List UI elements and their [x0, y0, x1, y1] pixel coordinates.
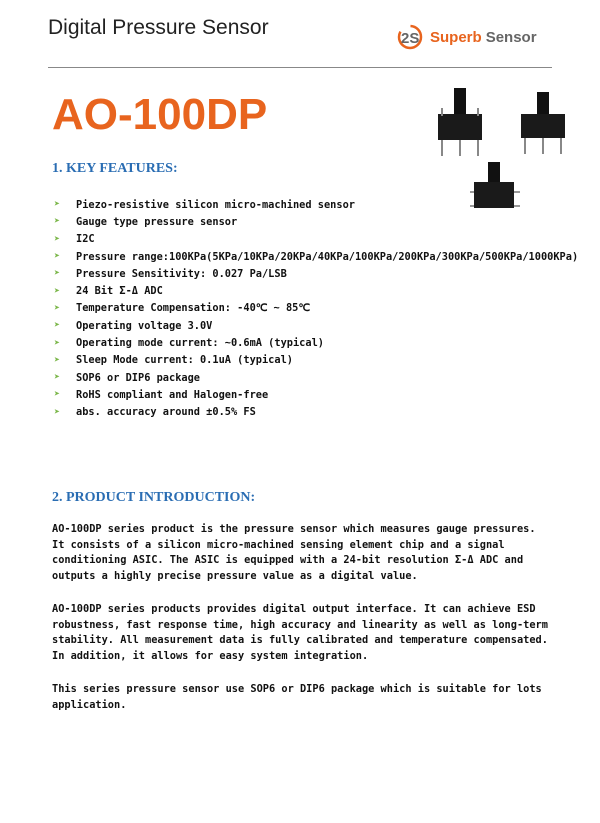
feature-item — [54, 213, 578, 230]
feature-item — [54, 386, 578, 403]
feature-item — [54, 300, 578, 317]
arrow-bullet-icon: ➤ — [54, 302, 61, 314]
feature-text: RoHS compliant and Halogen-free — [76, 388, 269, 401]
svg-text:2S: 2S — [401, 30, 420, 47]
arrow-bullet-icon: ➤ — [54, 354, 61, 366]
feature-item — [54, 282, 578, 299]
logo-2s-icon — [396, 24, 426, 50]
feature-text: 24 Bit Σ-Δ ADC — [76, 285, 163, 298]
company-logo — [396, 24, 537, 50]
arrow-bullet-icon: ➤ — [54, 251, 61, 263]
feature-text: SOP6 or DIP6 package — [76, 371, 200, 384]
feature-text: Operating mode current: ~0.6mA (typical) — [76, 337, 324, 350]
feature-item — [54, 248, 578, 265]
header-divider — [48, 67, 552, 68]
document-title: Digital Pressure Sensor — [48, 16, 269, 39]
feature-item — [54, 196, 578, 213]
feature-text: Sleep Mode current: 0.1uA (typical) — [76, 354, 293, 367]
sensor-dip-image-2 — [515, 92, 575, 160]
arrow-bullet-icon: ➤ — [54, 406, 61, 418]
feature-item — [54, 352, 578, 369]
section-heading-product-introduction: 2. PRODUCT INTRODUCTION: — [52, 490, 256, 505]
intro-paragraph-1: AO-100DP series product is the pressure sensor which measures gauge pressures. It consists of a silicon micro-machined sensing element chip and a signal conditioning ASIC. The ASIC is equipped with a 24-bit resolution Σ-Δ ADC and outputs a highly precise pressure value as a digital value. — [52, 523, 536, 582]
feature-item — [54, 231, 578, 248]
sensor-dip-image-1 — [430, 88, 490, 160]
intro-paragraph-3: This series pressure sensor use SOP6 or DIP6 package which is suitable for lots application. — [52, 683, 542, 711]
feature-item — [54, 265, 578, 282]
feature-text: I2C — [76, 233, 95, 246]
arrow-bullet-icon: ➤ — [54, 216, 61, 228]
arrow-bullet-icon: ➤ — [54, 320, 61, 332]
feature-text: Pressure range:100KPa(5KPa/10KPa/20KPa/40KPa/100KPa/200KPa/300KPa/500KPa/1000KPa) — [76, 250, 579, 263]
feature-text: Gauge type pressure sensor — [76, 215, 238, 228]
feature-text: Pressure Sensitivity: 0.027 Pa/LSB — [76, 267, 287, 280]
arrow-bullet-icon: ➤ — [54, 337, 61, 349]
feature-item — [54, 369, 578, 386]
feature-text: Temperature Compensation: -40℃ ~ 85℃ — [76, 302, 310, 315]
arrow-bullet-icon: ➤ — [54, 199, 61, 211]
intro-paragraph-2: AO-100DP series products provides digital output interface. It can achieve ESD robustness, fast response time, high accuracy and linearity as well as long-term stability. All measurement data is fully calibrated and temperature compensated. In addition, it allows for easy system integration. — [52, 603, 548, 662]
key-features-list — [54, 196, 578, 421]
arrow-bullet-icon: ➤ — [54, 285, 61, 297]
feature-text: Operating voltage 3.0V — [76, 319, 213, 332]
logo-word-sensor: Sensor — [485, 28, 537, 46]
logo-word-superb: Superb — [430, 28, 482, 46]
feature-text: Piezo-resistive silicon micro-machined sensor — [76, 198, 355, 211]
feature-text: abs. accuracy around ±0.5% FS — [76, 406, 256, 419]
arrow-bullet-icon: ➤ — [54, 372, 61, 384]
feature-item — [54, 404, 578, 421]
product-name: AO-100DP — [52, 90, 268, 139]
arrow-bullet-icon: ➤ — [54, 389, 61, 401]
feature-item — [54, 334, 578, 351]
feature-item — [54, 317, 578, 334]
arrow-bullet-icon: ➤ — [54, 268, 61, 280]
arrow-bullet-icon: ➤ — [54, 233, 61, 245]
section-heading-key-features: 1. KEY FEATURES: — [52, 161, 178, 176]
